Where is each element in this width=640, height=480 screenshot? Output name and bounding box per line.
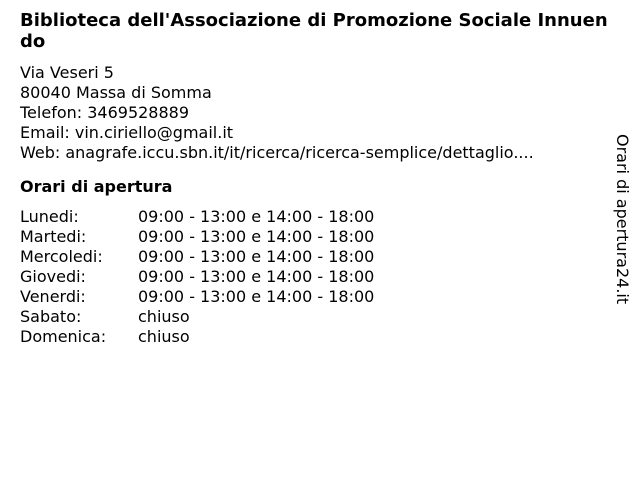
day-hours: 09:00 - 13:00 e 14:00 - 18:00 bbox=[138, 267, 375, 286]
opening-hours-heading: Orari di apertura bbox=[20, 177, 173, 196]
hours-row-thursday bbox=[20, 267, 374, 287]
day-label: Venerdi: bbox=[20, 287, 86, 306]
day-label: Lunedi: bbox=[20, 207, 79, 226]
hours-row-sunday bbox=[20, 327, 374, 347]
day-label: Martedi: bbox=[20, 227, 87, 246]
day-hours: 09:00 - 13:00 e 14:00 - 18:00 bbox=[138, 207, 375, 226]
day-label: Domenica: bbox=[20, 327, 107, 346]
library-info-card bbox=[20, 10, 610, 347]
hours-row-wednesday bbox=[20, 247, 374, 267]
email-address[interactable]: Email: vin.ciriello@gmail.it bbox=[20, 123, 234, 142]
day-hours: 09:00 - 13:00 e 14:00 - 18:00 bbox=[138, 287, 375, 306]
hours-row-tuesday bbox=[20, 227, 374, 247]
day-hours: 09:00 - 13:00 e 14:00 - 18:00 bbox=[138, 227, 375, 246]
contact-block bbox=[20, 63, 610, 163]
day-hours: 09:00 - 13:00 e 14:00 - 18:00 bbox=[138, 247, 375, 266]
website-line[interactable] bbox=[20, 143, 610, 163]
hours-row-friday bbox=[20, 287, 374, 307]
day-label: Sabato: bbox=[20, 307, 82, 326]
day-label: Giovedi: bbox=[20, 267, 86, 286]
day-hours: chiuso bbox=[138, 307, 190, 326]
hours-row-monday bbox=[20, 207, 374, 227]
website-link[interactable]: Web: anagrafe.iccu.sbn.it/it/ricerca/ricerca-semplice/dettaglio.... bbox=[20, 143, 534, 162]
day-hours: chiuso bbox=[138, 327, 190, 346]
street-address: Via Veseri 5 bbox=[20, 63, 114, 82]
day-label: Mercoledi: bbox=[20, 247, 103, 266]
hours-row-saturday bbox=[20, 307, 374, 327]
page-title: Biblioteca dell'Associazione di Promozione Sociale Innuendo bbox=[20, 10, 608, 52]
phone-number[interactable]: Telefon: 3469528889 bbox=[20, 103, 190, 122]
city-address: 80040 Massa di Somma bbox=[20, 83, 212, 102]
opening-hours-table bbox=[20, 207, 374, 347]
site-watermark: Orari di apertura24.it bbox=[613, 134, 632, 305]
